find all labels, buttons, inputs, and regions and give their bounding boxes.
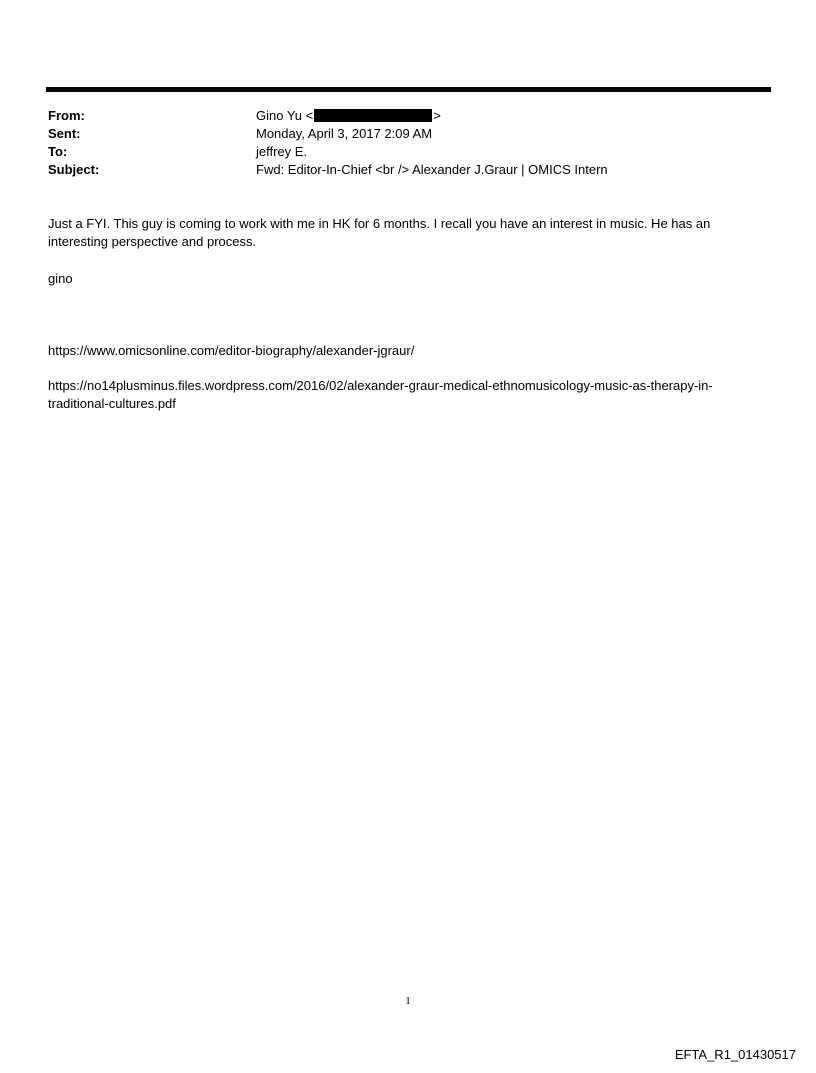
from-value [256, 107, 441, 125]
from-suffix: > [433, 108, 441, 123]
wordpress-pdf-link[interactable]: https://no14plusminus.files.wordpress.com/2016/02/alexander-graur-medical-ethnomusicology-music-as-therapy-in-traditional-cultures.pdf [48, 378, 713, 411]
to-label: To: [48, 144, 68, 159]
to-value: jeffrey E. [256, 144, 308, 159]
subject-label: Subject: [48, 162, 100, 177]
message-paragraph: Just a FYI. This guy is coming to work with me in HK for 6 months. I recall you have an interest in music. He has an interesting perspective and process. [48, 216, 711, 249]
sent-label: Sent: [48, 126, 81, 141]
document-id: EFTA_R1_01430517 [674, 1047, 796, 1062]
link-omics [48, 342, 768, 360]
redaction-box [314, 109, 432, 122]
omics-link[interactable]: https://www.omicsonline.com/editor-biography/alexander-jgraur/ [48, 343, 415, 358]
sent-value: Monday, April 3, 2017 2:09 AM [256, 126, 433, 141]
from-name: Gino Yu < [256, 108, 314, 123]
subject-value: Fwd: Editor-In-Chief <br /> Alexander J.Graur | OMICS Intern [256, 162, 608, 177]
header-rule [46, 87, 771, 92]
from-label: From: [48, 108, 85, 123]
link-wordpress [48, 377, 756, 413]
signature: gino [48, 271, 73, 286]
page-number: 1 [405, 995, 411, 1007]
